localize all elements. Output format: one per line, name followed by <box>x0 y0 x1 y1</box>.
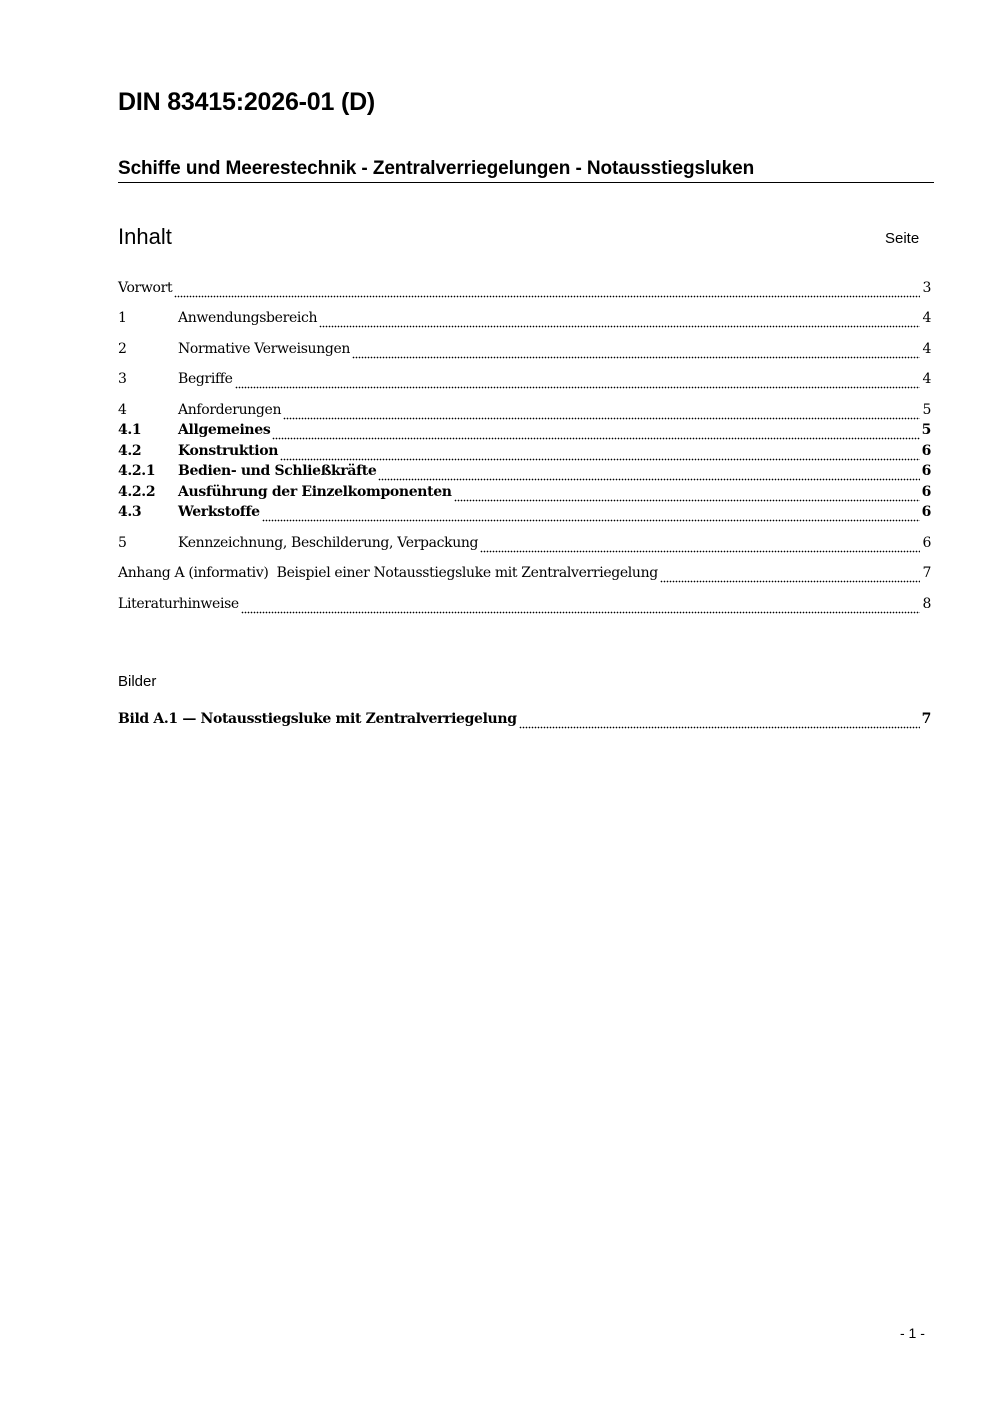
title-rule <box>118 182 934 183</box>
toc-entry-4-3[interactable] <box>118 504 931 524</box>
toc-entry-number: 2 <box>118 341 127 357</box>
toc-entry-page: 4 <box>922 310 931 326</box>
dot-leader <box>660 569 921 583</box>
toc-entry-literaturhinweise[interactable] <box>118 596 931 616</box>
toc-entry-vorwort[interactable] <box>118 280 931 300</box>
dot-leader <box>480 539 920 553</box>
toc-entry-label: Konstruktion <box>178 443 279 459</box>
dot-leader <box>262 508 920 522</box>
toc-entry-number: 4.2.2 <box>118 484 156 500</box>
toc-entry-4[interactable] <box>118 402 931 422</box>
dot-leader <box>272 426 919 440</box>
toc-entry-label: Anforderungen <box>178 402 282 418</box>
toc-entry-5[interactable] <box>118 535 931 555</box>
toc-entry-page: 7 <box>922 565 931 581</box>
figure-entry-page: 7 <box>921 711 931 727</box>
toc-entry-4-2-2[interactable] <box>118 484 931 504</box>
toc-entry-number: 4.1 <box>118 422 142 438</box>
toc-entry-label: Literaturhinweise <box>118 596 239 612</box>
toc-entry-label: Anwendungsbereich <box>178 310 318 326</box>
toc-entry-label: Begriffe <box>178 371 233 387</box>
toc-entry-label: Vorwort <box>118 280 173 296</box>
toc-entry-page: 8 <box>922 596 931 612</box>
toc-entry-3[interactable] <box>118 371 931 391</box>
toc-entry-number: 5 <box>118 535 127 551</box>
toc-entry-1[interactable] <box>118 310 931 330</box>
toc-entry-number: 4.2.1 <box>118 463 156 479</box>
toc-entry-number: 1 <box>118 310 127 326</box>
toc-entry-label: Bedien- und Schließkräfte <box>178 463 377 479</box>
toc-heading: Inhalt <box>118 224 172 249</box>
seite-label: Seite <box>885 230 920 247</box>
toc-entry-anhang-a[interactable] <box>118 565 931 585</box>
figures-heading: Bilder <box>118 673 157 690</box>
toc-entry-page: 6 <box>922 535 931 551</box>
toc-entry-4-2-1[interactable] <box>118 463 931 483</box>
dot-leader <box>378 467 919 481</box>
toc-entry-page: 6 <box>921 443 931 459</box>
toc-entry-label: Kennzeichnung, Beschilderung, Verpackung <box>178 535 479 551</box>
toc-entry-number: 3 <box>118 371 127 387</box>
toc-entry-label: Allgemeines <box>178 422 271 438</box>
toc-entry-page: 4 <box>922 371 931 387</box>
toc-entry-label: Normative Verweisungen <box>178 341 351 357</box>
toc-entry-page: 6 <box>921 484 931 500</box>
toc-entry-page: 5 <box>922 402 931 418</box>
dot-leader <box>235 375 921 389</box>
toc-entry-number: 4 <box>118 402 127 418</box>
toc-entry-2[interactable] <box>118 341 931 361</box>
toc-entry-4-2[interactable] <box>118 443 931 463</box>
toc-entry-label: Anhang A (informativ) Beispiel einer Notausstiegsluke mit Zentralverriegelung <box>118 565 658 581</box>
figure-entry-label: Bild A.1 — Notausstiegsluke mit Zentralverriegelung <box>118 711 517 727</box>
dot-leader <box>280 447 920 461</box>
document-id: DIN 83415:2026-01 (D) <box>118 88 376 116</box>
toc-entry-page: 3 <box>922 280 931 296</box>
toc-entry-label: Ausführung der Einzelkomponenten <box>178 484 452 500</box>
toc-entry-page: 5 <box>921 422 931 438</box>
dot-leader <box>352 345 920 359</box>
figure-entry-a1[interactable] <box>118 711 931 731</box>
dot-leader <box>454 488 920 502</box>
document-title: Schiffe und Meerestechnik - Zentralverriegelungen - Notausstiegsluken <box>118 158 755 179</box>
dot-leader <box>319 314 920 328</box>
page-number: - 1 - <box>900 1325 925 1341</box>
toc-entry-4-1[interactable] <box>118 422 931 442</box>
toc-entry-page: 4 <box>922 341 931 357</box>
dot-leader <box>283 406 920 420</box>
toc-entry-number: 4.3 <box>118 504 142 520</box>
toc-entry-number: 4.2 <box>118 443 142 459</box>
dot-leader <box>241 600 921 614</box>
toc-entry-page: 6 <box>921 504 931 520</box>
dot-leader <box>519 715 920 729</box>
toc-entry-page: 6 <box>921 463 931 479</box>
dot-leader <box>174 284 920 298</box>
toc-entry-label: Werkstoffe <box>178 504 260 520</box>
